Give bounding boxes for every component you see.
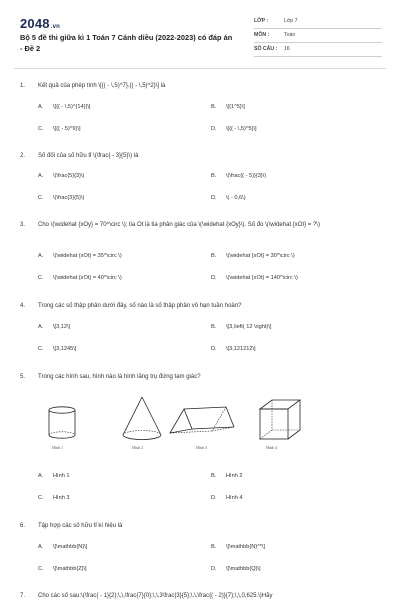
option-text: \[3,121212\] xyxy=(226,346,256,352)
option-letter: A. xyxy=(38,473,44,479)
figure-caption: Hình 1 xyxy=(52,445,63,450)
option-letter: D. xyxy=(211,275,217,281)
option-letter: D. xyxy=(211,195,217,201)
option-text: \[{( - \,5)^5}\] xyxy=(226,126,257,132)
option-text: Hình 2 xyxy=(226,473,243,479)
option-text: \[\mathbb{N}^*\] xyxy=(226,544,266,550)
site-logo[interactable] xyxy=(20,16,60,31)
question-number: 7. xyxy=(20,593,26,599)
option-text: \[\mathbb{Z}\] xyxy=(53,566,87,572)
meta-key: MÔN : xyxy=(254,32,270,38)
question-text: Trong các hình sau, hình nào là hình lăng trụ đứng tam giác? xyxy=(38,374,201,380)
option-text: \(\widehat {xOt} = 35^\circ \) xyxy=(53,253,122,259)
option-text: \(\frac{3}{5}\) xyxy=(53,195,85,201)
question-number: 1. xyxy=(20,83,26,89)
question-text: Tập hợp các số hữu tỉ kí hiệu là xyxy=(38,523,123,529)
option-letter: C. xyxy=(38,275,44,281)
option-letter: C. xyxy=(38,566,44,572)
cylinder-figure xyxy=(44,405,80,441)
meta-value: Lớp 7 xyxy=(284,18,298,24)
meta-value: 16 xyxy=(284,46,290,52)
meta-subject-row xyxy=(254,29,382,43)
option-letter: D. xyxy=(211,126,217,132)
question-text: Cho \(\widehat {xOy} = 70^\circ \); tia Ot là tia phân giác của \(\widehat {xOy}\). Số đo \(\widehat {xOt} = ?\) xyxy=(38,222,320,228)
option-text: \[3,\left( 12 \right)\] xyxy=(226,324,272,330)
option-letter: A. xyxy=(38,253,44,259)
question-text: Số đối của số hữu tỉ \(\frac{ - 3}{5}\) là xyxy=(38,153,139,159)
option-letter: D. xyxy=(211,495,217,501)
option-text: \(\frac{( - 5)}{3}\) xyxy=(226,173,267,179)
question-text: Trong các số thập phân dưới đây, số nào là số thập phân vô hạn tuần hoàn? xyxy=(38,303,242,309)
option-text: Hình 3 xyxy=(53,495,70,501)
upright-prism-figure xyxy=(256,397,304,443)
option-letter: C. xyxy=(38,346,44,352)
option-letter: B. xyxy=(211,473,217,479)
option-letter: D. xyxy=(211,566,217,572)
option-text: \[\mathbb{N}\] xyxy=(53,544,88,550)
logo-main: 2048 xyxy=(20,16,50,31)
option-text: \[3,12\] xyxy=(53,324,71,330)
option-letter: C. xyxy=(38,495,44,501)
option-text: \(\widehat {xOt} = 40^\circ \) xyxy=(53,275,122,281)
meta-key: SỐ CÂU : xyxy=(254,46,278,52)
figure-caption: Hình 4 xyxy=(266,445,277,450)
option-letter: B. xyxy=(211,104,217,110)
option-text: \(\widehat {xOt} = 30^\circ \) xyxy=(226,253,295,259)
header-divider xyxy=(14,68,386,69)
option-letter: A. xyxy=(38,324,44,330)
option-letter: B. xyxy=(211,544,217,550)
option-text: \[{( - 5)^9}\] xyxy=(53,126,81,132)
option-text: Hình 1 xyxy=(53,473,70,479)
option-text: \(\widehat {xOt} = 140^\circ \) xyxy=(226,275,298,281)
question-text: Cho các số sau:\(\frac{ - 1}{2};\,\,\frac{7}{0};\,\,3\frac{3}{5};\,\,\frac{( - 2)}{7};\,\,0,625.\)Hãy xyxy=(38,593,273,599)
meta-value: Toán xyxy=(284,32,296,38)
figure-caption: Hình 3 xyxy=(196,445,207,450)
option-text: Hình 4 xyxy=(226,495,243,501)
option-letter: A. xyxy=(38,104,44,110)
option-letter: D. xyxy=(211,346,217,352)
question-number: 3. xyxy=(20,222,26,228)
option-text: \(\frac{5}{3}\) xyxy=(53,173,85,179)
option-letter: B. xyxy=(211,173,217,179)
question-text: Kết quả của phép tính \[{( - \,5)^7}.{( - \,5)^2}\] là xyxy=(38,83,166,89)
question-number: 5. xyxy=(20,374,26,380)
figure-caption: Hình 2 xyxy=(132,445,143,450)
meta-count-row xyxy=(254,43,382,57)
question-number: 4. xyxy=(20,303,26,309)
option-letter: B. xyxy=(211,324,217,330)
option-letter: A. xyxy=(38,544,44,550)
logo-domain: .vn xyxy=(50,24,61,30)
option-text: \[3,1245\] xyxy=(53,346,77,352)
triangular-prism-figure xyxy=(168,403,242,439)
cone-figure xyxy=(120,395,164,443)
option-letter: B. xyxy=(211,253,217,259)
option-text: \[{1^5}\] xyxy=(226,104,245,110)
option-text: \[\mathbb{Q}\] xyxy=(226,566,261,572)
document-title: Bộ 5 đề thi giữa kì 1 Toán 7 Cánh diều (2022-2023) có đáp án - Đề 2 xyxy=(20,33,233,53)
solid-figures xyxy=(38,395,378,455)
meta-class-row xyxy=(254,15,382,29)
option-text: \( - 0,6\) xyxy=(226,195,246,201)
option-text: \[{( - \,5)^{14}}\] xyxy=(53,104,91,110)
option-letter: A. xyxy=(38,173,44,179)
exam-meta xyxy=(254,15,382,57)
question-number: 2. xyxy=(20,153,26,159)
meta-key: LỚP : xyxy=(254,18,269,24)
option-letter: C. xyxy=(38,195,44,201)
option-letter: C. xyxy=(38,126,44,132)
question-number: 6. xyxy=(20,523,26,529)
